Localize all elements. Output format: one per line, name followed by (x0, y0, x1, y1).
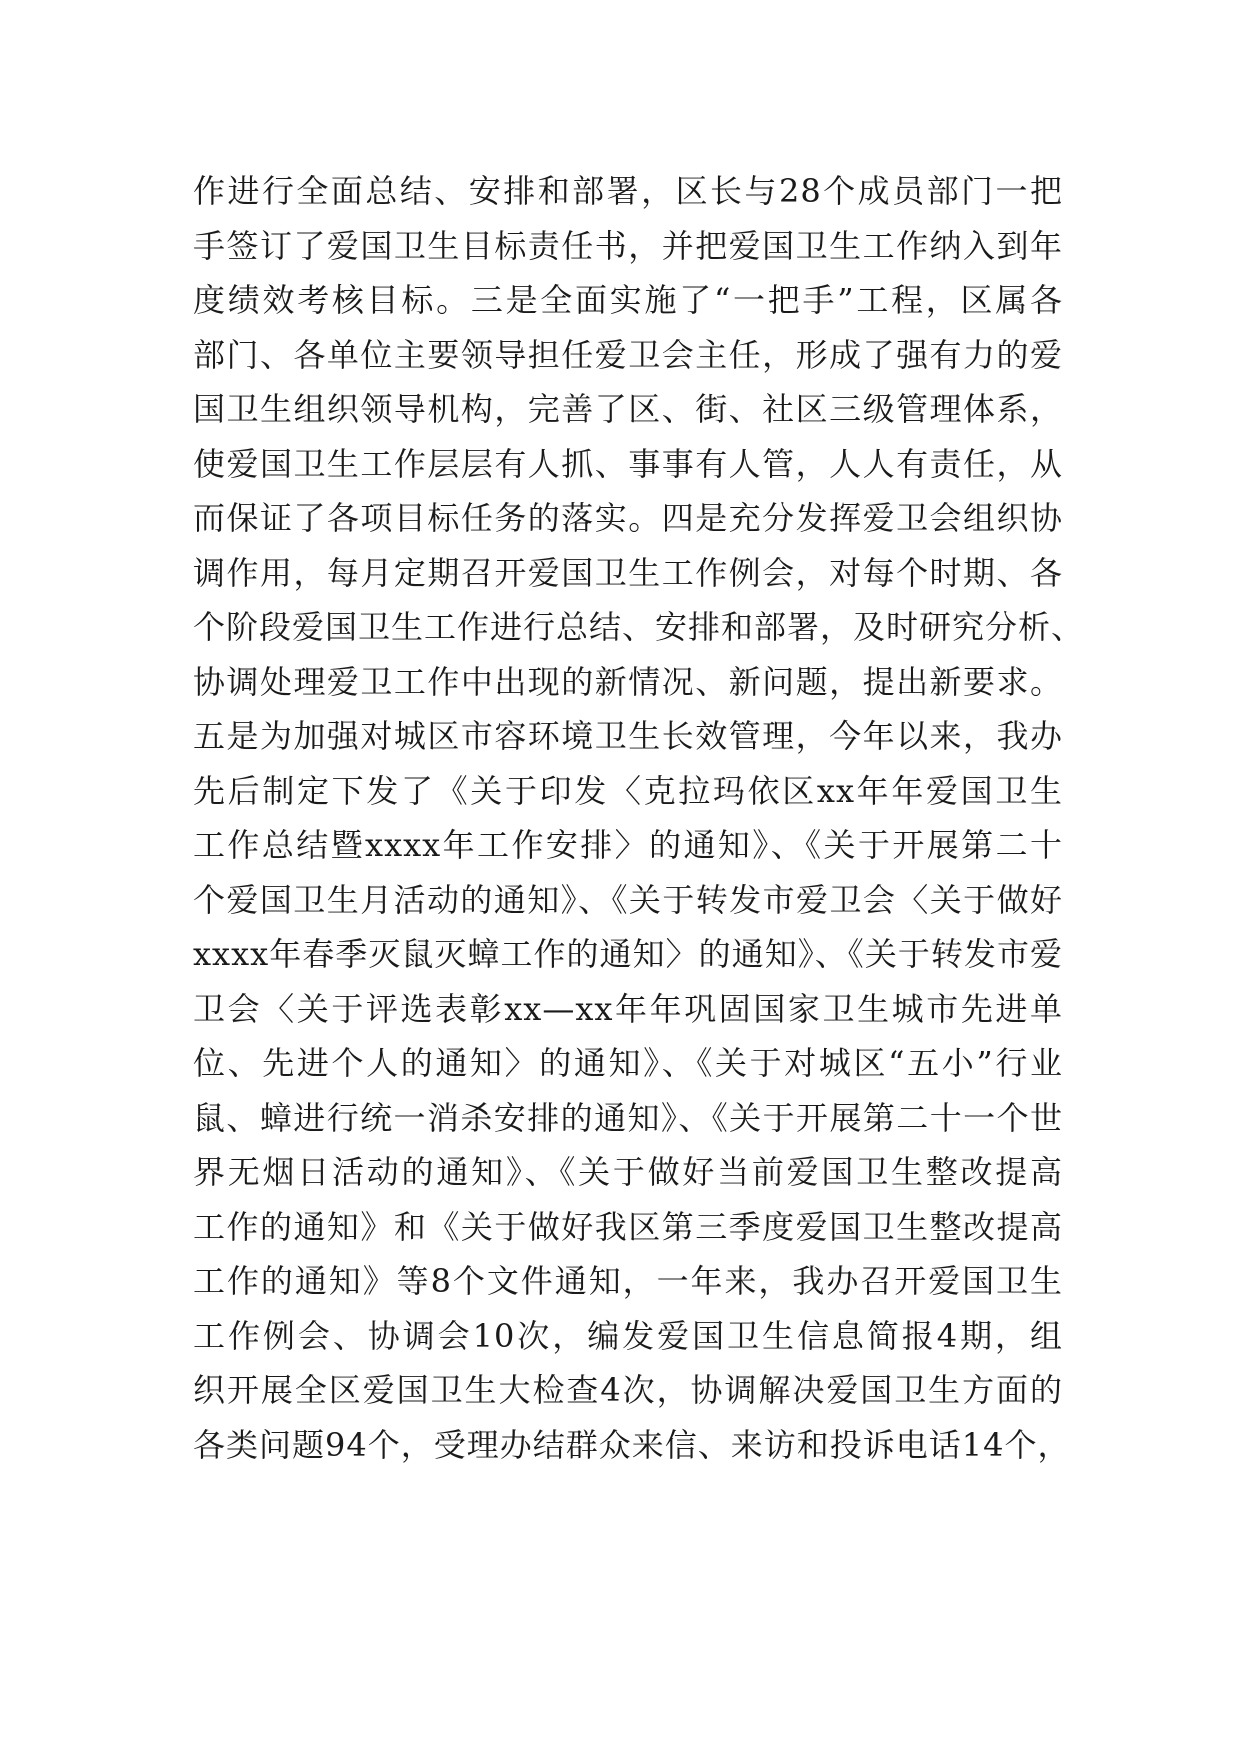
text-line: 部门、各单位主要领导担任爱卫会主任，形成了强有力的爱 (193, 335, 1063, 374)
body-text (193, 164, 1085, 1472)
text-line: 而保证了各项目标任务的落实。四是充分发挥爱卫会组织协 (193, 499, 1063, 537)
text-line: 个爱国卫生月活动的通知》、《关于转发市爱卫会〈关于做好 (193, 880, 1063, 919)
text-line: 个阶段爱国卫生工作进行总结、安排和部署，及时研究分析、 (193, 608, 1085, 646)
text-line: 国卫生组织领导机构，完善了区、街、社区三级管理体系， (193, 390, 1063, 428)
text-line: 手签订了爱国卫生目标责任书，并把爱国卫生工作纳入到年 (193, 226, 1063, 265)
text-line: 协调处理爱卫工作中出现的新情况、新问题，提出新要求。 (193, 662, 1063, 701)
text-line: 先后制定下发了《关于印发〈克拉玛依区xx年年爱国卫生 (193, 771, 1063, 810)
text-line: 工作的通知》和《关于做好我区第三季度爱国卫生整改提高 (193, 1207, 1063, 1246)
text-line: 卫会〈关于评选表彰xx—xx年年巩固国家卫生城市先进单 (193, 989, 1063, 1028)
text-line: 作进行全面总结、安排和部署，区长与28个成员部门一把 (193, 172, 1063, 210)
text-line: 调作用，每月定期召开爱国卫生工作例会，对每个时期、各 (193, 553, 1063, 592)
text-line: xxxx年春季灭鼠灭蟑工作的通知〉的通知》、《关于转发市爱 (193, 935, 1063, 973)
text-line: 五是为加强对城区市容环境卫生长效管理，今年以来，我办 (193, 717, 1063, 755)
text-line: 工作总结暨xxxx年工作安排〉的通知》、《关于开展第二十 (193, 826, 1063, 864)
text-line: 工作例会、协调会10次，编发爱国卫生信息简报4期，组 (193, 1316, 1063, 1355)
text-line: 界无烟日活动的通知》、《关于做好当前爱国卫生整改提高 (193, 1153, 1063, 1191)
text-line: 织开展全区爱国卫生大检查4次，协调解决爱国卫生方面的 (193, 1371, 1063, 1409)
text-line: 使爱国卫生工作层层有人抓、事事有人管，人人有责任，从 (193, 444, 1063, 483)
text-line: 工作的通知》等8个文件通知，一年来，我办召开爱国卫生 (193, 1262, 1063, 1300)
text-line: 鼠、蟑进行统一消杀安排的通知》、《关于开展第二十一个世 (193, 1098, 1063, 1137)
text-line: 度绩效考核目标。三是全面实施了“一把手”工程，区属各 (193, 281, 1063, 319)
text-line: 各类问题94个，受理办结群众来信、来访和投诉电话14个， (193, 1425, 1071, 1464)
text-line: 位、先进个人的通知〉的通知》、《关于对城区“五小”行业 (193, 1044, 1063, 1082)
